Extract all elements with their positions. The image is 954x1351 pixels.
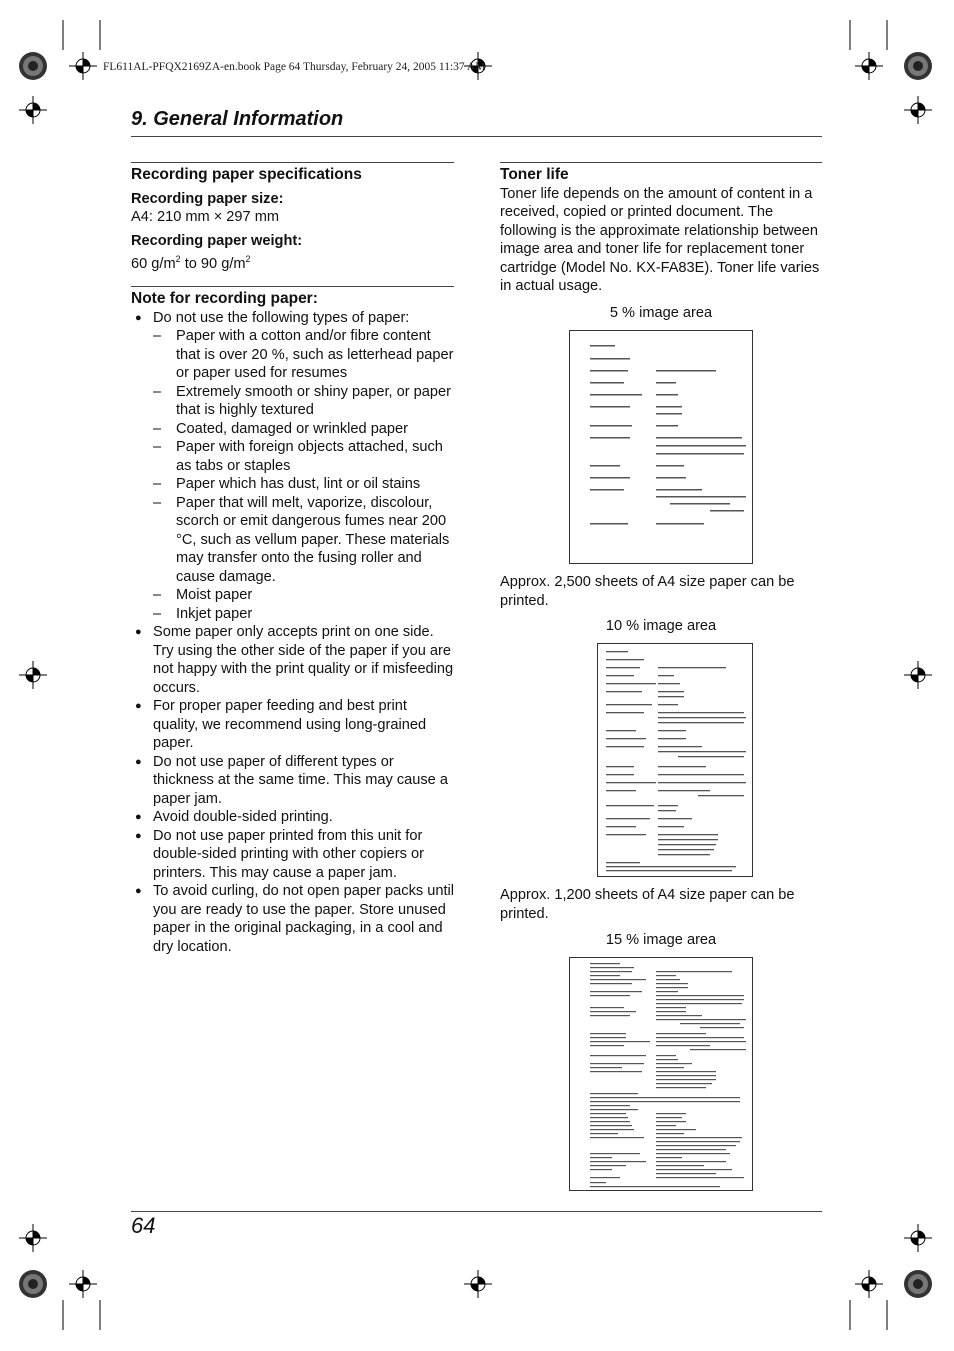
sample-printout-5 — [569, 330, 753, 564]
weight-mid: to 90 g/m — [180, 255, 246, 272]
size-value: A4: 210 mm × 297 mm — [131, 209, 280, 225]
list-item: ● Avoid double-sided printing. — [131, 808, 454, 827]
toner-text: Toner life depends on the amount of content in a received, copied or printed document. The following is the approximate relationship between image area and toner life for replacement toner cartridge (Model No. KX-FA83E). Toner life varies in actual usage. — [500, 185, 820, 294]
header-rule — [131, 136, 822, 137]
caption-5: 5 % image area — [609, 305, 713, 321]
left-column — [131, 166, 454, 273]
dash-item: – Paper with foreign objects attached, such as tabs or staples — [153, 438, 454, 475]
dash-item: – Paper with a cotton and/or fibre content that is over 20 %, such as letterhead paper or paper used for resumes — [153, 327, 454, 383]
section-title: 9. General Information — [131, 108, 344, 130]
toner-heading: Toner life — [500, 166, 569, 183]
sample-printout-10 — [597, 643, 753, 877]
approx-10: Approx. 1,200 sheets of A4 size paper can be printed. — [500, 887, 795, 922]
dash-item: – Moist paper — [153, 586, 454, 605]
dash-item: – Inkjet paper — [153, 605, 454, 624]
caption-10: 10 % image area — [605, 618, 717, 634]
note-heading: Note for recording paper: — [131, 290, 318, 307]
size-label: Recording paper size: — [131, 190, 284, 207]
weight-label: Recording paper weight: — [131, 232, 303, 249]
weight-value — [131, 250, 454, 273]
page-number: 64 — [131, 1213, 156, 1238]
note-rule — [131, 286, 454, 287]
dash-item: – Paper which has dust, lint or oil stains — [153, 475, 454, 494]
list-item — [131, 309, 454, 624]
weight-sup-1: 2 — [175, 254, 181, 264]
sample-text-lines-15 — [570, 958, 752, 1190]
toner-rule — [500, 162, 822, 163]
dash-item: – Coated, damaged or wrinkled paper — [153, 420, 454, 439]
list-item: ● Do not use paper printed from this unit for double-sided printing with other copiers or printers. This may cause a paper jam. — [131, 827, 454, 883]
list-item: ● Some paper only accepts print on one side. Try using the other side of the paper if you are not happy with the print quality or if misfeeding occurs. — [131, 623, 454, 697]
weight-sup-2: 2 — [245, 254, 251, 264]
note-section — [131, 290, 454, 956]
list-item: ● Do not use paper of different types or thickness at the same time. This may cause a paper jam. — [131, 753, 454, 809]
dash-item: – Extremely smooth or shiny paper, or paper that is highly textured — [153, 383, 454, 420]
dash-item: – Paper that will melt, vaporize, discolour, scorch or emit dangerous fumes near 200 °C, such as vellum paper. These materials may transfer onto the fusing roller and cause damage. — [153, 494, 454, 587]
footer-rule — [131, 1211, 822, 1212]
approx-5: Approx. 2,500 sheets of A4 size paper can be printed. — [500, 574, 795, 609]
weight-prefix: 60 g/m — [131, 255, 176, 272]
file-info-line: FL611AL-PFQX2169ZA-en.book Page 64 Thursday, February 24, 2005 11:37 AM — [103, 61, 486, 73]
rps-rule — [131, 162, 454, 163]
list-item: ● To avoid curling, do not open paper packs until you are ready to use the paper. Store unused paper in the original packaging, in a cool and dry location. — [131, 882, 454, 956]
toner-section — [500, 166, 822, 296]
sample-text-lines-10 — [598, 644, 752, 876]
caption-15: 15 % image area — [605, 932, 717, 948]
list-item: ● For proper paper feeding and best print quality, we recommend using long-grained paper. — [131, 697, 454, 753]
sample-text-lines-5 — [570, 331, 752, 563]
bullet-text: Do not use the following types of paper: — [153, 309, 410, 326]
sample-printout-15 — [569, 957, 753, 1191]
rps-heading: Recording paper specifications — [131, 166, 362, 183]
